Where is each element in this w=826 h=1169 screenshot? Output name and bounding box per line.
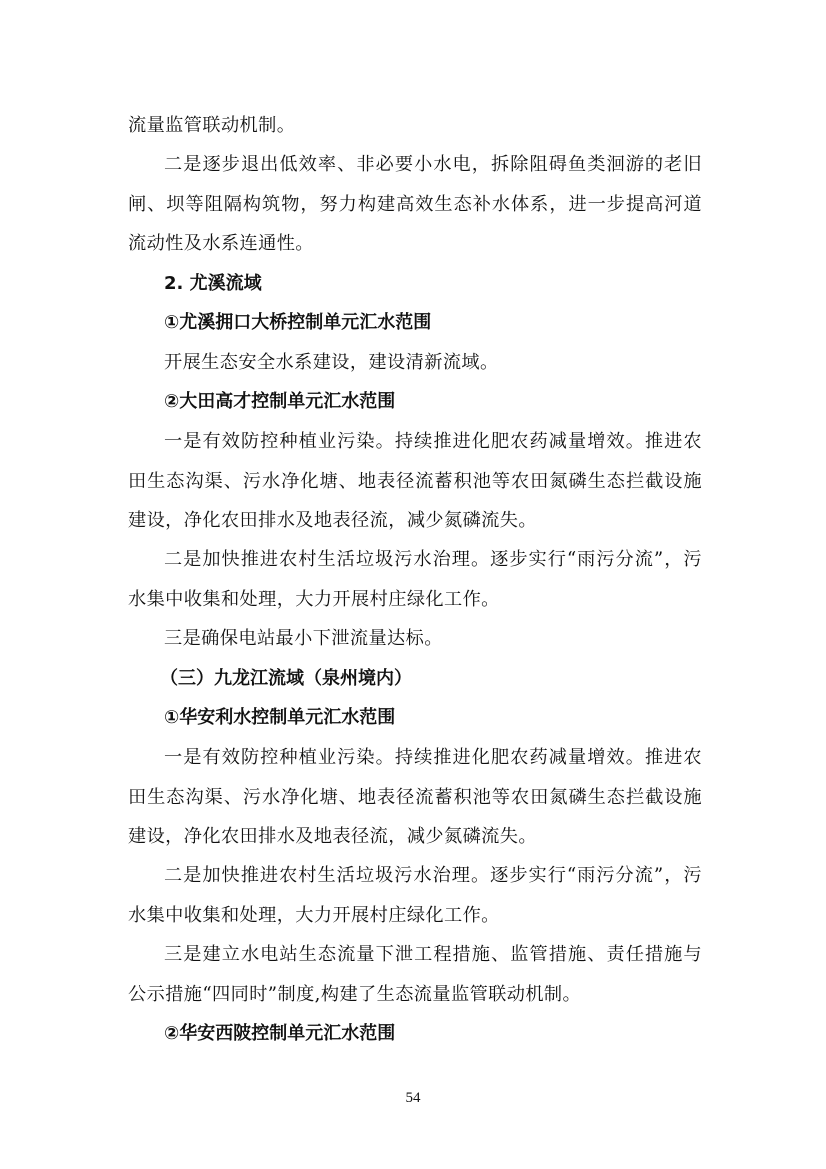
page-number: 54 [405, 1090, 421, 1106]
subheading-huaan-lishui: ①华安利水控制单元汇水范围 [164, 707, 396, 728]
subheading-datian-gaocai: ②大田高才控制单元汇水范围 [164, 391, 396, 412]
section-heading-youxi: 2. 尤溪流域 [164, 273, 262, 294]
paragraph-rural-waste-1: 二是加快推进农村生活垃圾污水治理。逐步实行“雨污分流”，污水集中收集和处理，大力开展村庄绿化工作。 [128, 549, 702, 610]
paragraph-rural-waste-2: 二是加快推进农村生活垃圾污水治理。逐步实行“雨污分流”，污水集中收集和处理，大力开展村庄绿化工作。 [128, 865, 702, 926]
subheading-huaan-xibei: ②华安西陂控制单元汇水范围 [164, 1023, 396, 1044]
paragraph-hydropower-exit: 二是逐步退出低效率、非必要小水电，拆除阻碍鱼类洄游的老旧闸、坝等阻隔构筑物，努力构建高效生态补水体系，进一步提高河道流动性及水系连通性。 [128, 154, 702, 255]
paragraph-planting-pollution-1: 一是有效防控种植业污染。持续推进化肥农药减量增效。推进农田生态沟渠、污水净化塘、地表径流蓄积池等农田氮磷生态拦截设施建设，净化农田排水及地表径流，减少氮磷流失。 [128, 431, 702, 532]
section-heading-jiulong: （三）九龙江流域（泉州境内） [160, 668, 412, 689]
paragraph-planting-pollution-2: 一是有效防控种植业污染。持续推进化肥农药减量增效。推进农田生态沟渠、污水净化塘、地表径流蓄积池等农田氮磷生态拦截设施建设，净化农田排水及地表径流，减少氮磷流失。 [128, 747, 702, 848]
paragraph-power-station-flow: 三是确保电站最小下泄流量达标。 [164, 628, 443, 649]
paragraph-continuation: 流量监管联动机制。 [128, 115, 296, 136]
subheading-youxi-bridge: ①尤溪拥口大桥控制单元汇水范围 [164, 312, 432, 333]
paragraph-ecological-water: 开展生态安全水系建设，建设清新流域。 [164, 352, 499, 373]
paragraph-four-simultaneous: 三是建立水电站生态流量下泄工程措施、监管措施、责任措施与公示措施“四同时”制度,构建了生态流量监管联动机制。 [128, 944, 702, 1005]
